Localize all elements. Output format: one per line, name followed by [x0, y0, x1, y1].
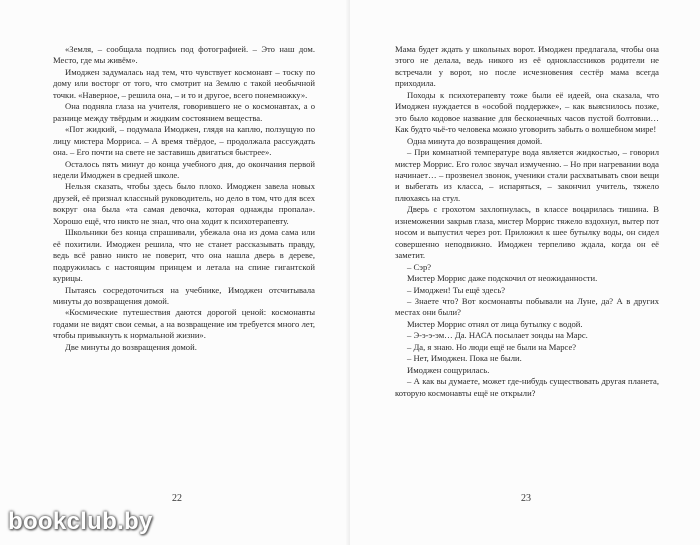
paragraph: Она подняла глаза на учителя, говорившего не о космонавтах, а о разнице между твёрдым и жидким состоянием вещества.	[53, 101, 315, 123]
page-number-left: 22	[172, 493, 182, 504]
paragraph: Школьники без конца спрашивали, убежала она из дома сама или её похитили. Имоджен решила, что не станет рассказывать правду, ведь всё равно никто не поверит, что она нашла дверь в дереве, подружилась с настоящим принцем и летала на спине гигантской курицы.	[53, 227, 315, 284]
paragraph: «Космические путешествия даются дорогой ценой: космонавты годами не видят свои семьи, а на возвращение им требуется много лет, чтобы привыкнуть к нормальной жизни».	[53, 307, 315, 341]
paragraph: – Да, я знаю. Но люди ещё не были на Марсе?	[407, 341, 577, 352]
paragraph: Одна минута до возвращения домой.	[407, 135, 543, 146]
paragraph: Имоджен задумалась над тем, что чувствует космонавт – тоску по дому или восторг от того, что смотрит на Землю с такой необычной точки. «Наверное, – решила она, – и то и другое, всего понемножку».	[53, 66, 315, 100]
paragraph: Осталось пять минут до конца учебного дня, до окончания первой недели Имоджен в средней школе.	[53, 158, 315, 180]
paragraph: – Имоджен! Ты ещё здесь?	[407, 284, 506, 295]
paragraph: Две минуты до возвращения домой.	[65, 341, 197, 352]
paragraph: Нельзя сказать, чтобы здесь было плохо. Имоджен завела новых друзей, её признал классный руководитель, но дело в том, что для всех вокруг она была «та самая девочка, которая однажды пропала». Хорошо ещё, что никто не знал, что она ходит к психотерапевту.	[53, 181, 315, 226]
paragraph: Мама будет ждать у школьных ворот. Имоджен предлагала, чтобы она этого не делала, ведь никого из её одноклассников родители не встречали у ворот, но после исчезновения сестёр мама всегда приходила.	[395, 44, 659, 89]
left-page-text	[53, 44, 315, 353]
paragraph: Имоджен сощурилась.	[407, 364, 490, 375]
paragraph: Мистер Моррис отнял от лица бутылку с водой.	[407, 318, 583, 329]
right-page-text	[395, 44, 659, 399]
paragraph: Пытаясь сосредоточиться на учебнике, Имоджен отсчитывала минуты до возвращения домой.	[53, 284, 315, 306]
paragraph: «Пот жидкий, – подумала Имоджен, глядя на каплю, ползущую по лицу мистера Морриса. – А время твёрдое, – продолжала рассуждать она. – Его почти на свете не заставишь двигаться быстрее».	[53, 124, 315, 158]
paragraph: – При комнатной температуре вода является жидкостью, – говорил мистер Моррис. Его голос звучал измученно. – Но при нагревании вода начинает… – прозвенел звонок, ученики стали расхватывать свои вещи и выбегать из класса, – испаряться, – закончил учитель, тяжело плюхаясь на стул.	[395, 147, 659, 203]
paragraph: – Э-э-э-эм… Да. НАСА посылает зонды на Марс.	[407, 330, 588, 341]
paragraph: – Нет, Имоджен. Пока не были.	[407, 353, 522, 364]
paragraph: Походы к психотерапевту тоже были её идеей, она сказала, что Имоджен нуждается в «особой поддержке», – как выяснилось позже, это было кодовое название для бесконечных часов пустой болтовни… Как будто чьё-то человека можно уговорить забыть о волшебном мире!	[395, 89, 659, 135]
paragraph: – Сэр?	[407, 261, 432, 272]
paragraph: Мистер Моррис даже подскочил от неожиданности.	[407, 273, 598, 284]
paragraph: Дверь с грохотом захлопнулась, в классе воцарилась тишина. В изнеможении закрыв глаза, мистер Моррис тяжело вздохнул, вытер пот носом и выпустил через рот. Приложил к шее бутылку воды, он сидел совершенно неподвижно. Имоджен терпеливо ждала, когда он её заметит.	[395, 204, 659, 261]
watermark-logo: bookclub.by	[8, 508, 153, 535]
paragraph: – А как вы думаете, может где-нибудь существовать другая планета, которую космонавты ещё не открыли?	[395, 376, 659, 398]
page-number-right: 23	[521, 493, 531, 504]
paragraph: «Земля, – сообщала подпись под фотографией. – Это наш дом. Место, где мы живём».	[53, 44, 315, 66]
right-page	[350, 0, 700, 545]
paragraph: – Знаете что? Вот космонавты побывали на Луне, да? А в других местах они были?	[395, 295, 659, 318]
